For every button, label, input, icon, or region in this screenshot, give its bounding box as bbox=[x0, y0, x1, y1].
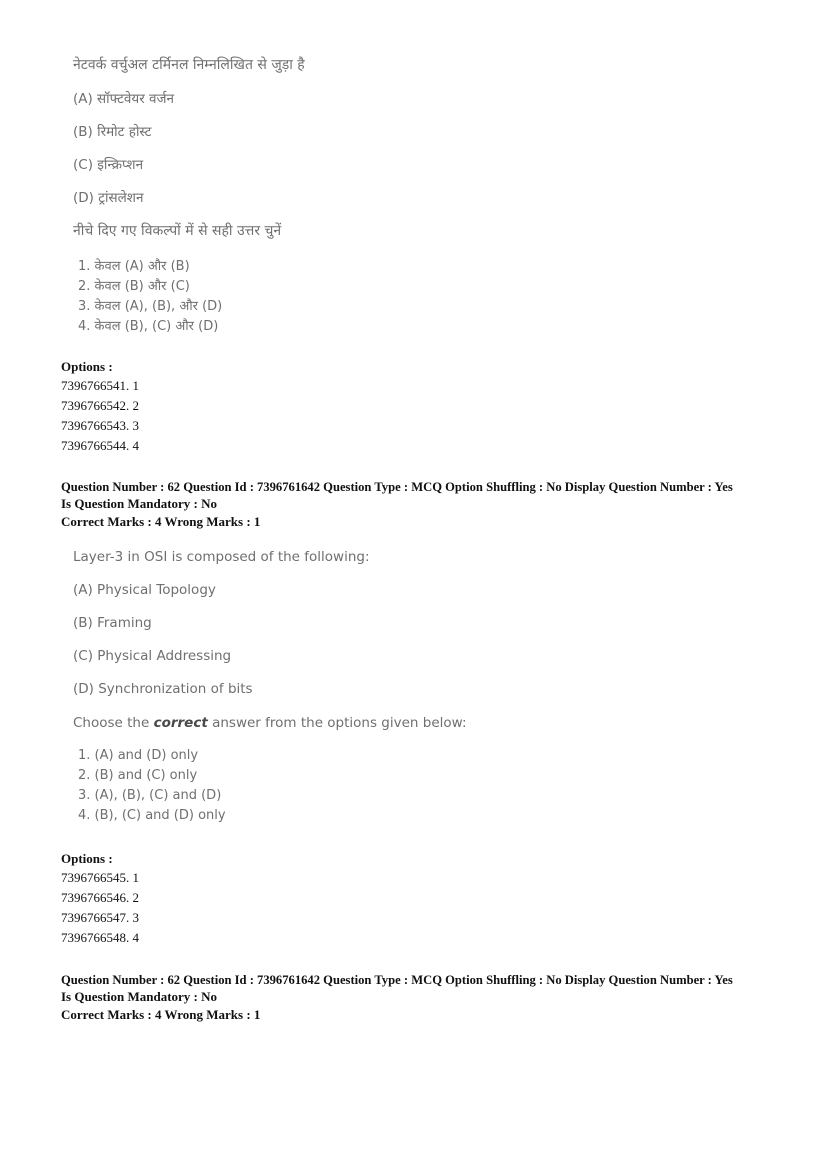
question-header: Question Number : 62 Question Id : 7396761642 Question Type : MCQ Option Shuffling : No Display Question Number : Yes bbox=[61, 973, 733, 987]
choice-1: 1. केवल (A) और (B) bbox=[78, 259, 190, 274]
option-id-3: 7396766543. 3 bbox=[61, 418, 139, 433]
instruction bbox=[73, 715, 467, 731]
option-id-2: 7396766546. 2 bbox=[61, 890, 139, 905]
options-label: Options : bbox=[61, 359, 113, 374]
choice-4: 4. (B), (C) and (D) only bbox=[78, 808, 226, 823]
option-id-4: 7396766548. 4 bbox=[61, 930, 139, 945]
choice-2: 2. केवल (B) और (C) bbox=[78, 279, 190, 294]
statement-c: (C) इन्क्रिप्शन bbox=[73, 157, 144, 173]
statement-b: (B) रिमोट होस्ट bbox=[73, 124, 152, 140]
choice-4: 4. केवल (B), (C) और (D) bbox=[78, 319, 219, 334]
instruction-pre: Choose the bbox=[73, 715, 154, 731]
question-62-image bbox=[73, 546, 493, 831]
statement-d: (D) ट्रांसलेशन bbox=[73, 190, 144, 206]
choice-1: 1. (A) and (D) only bbox=[78, 748, 199, 763]
option-id-2: 7396766542. 2 bbox=[61, 398, 139, 413]
choice-3: 3. केवल (A), (B), और (D) bbox=[78, 299, 223, 314]
option-id-1: 7396766545. 1 bbox=[61, 870, 139, 885]
instruction-emphasis: correct bbox=[153, 715, 208, 731]
question-mandatory: Is Question Mandatory : No bbox=[61, 496, 218, 511]
choice-2: 2. (B) and (C) only bbox=[78, 768, 198, 783]
option-id-1: 7396766541. 1 bbox=[61, 378, 139, 393]
statement-d: (D) Synchronization of bits bbox=[73, 681, 253, 697]
question-stem: Layer-3 in OSI is composed of the following: bbox=[73, 549, 370, 565]
statement-c: (C) Physical Addressing bbox=[73, 648, 232, 664]
question-header: Question Number : 62 Question Id : 7396761642 Question Type : MCQ Option Shuffling : No Display Question Number : Yes bbox=[61, 480, 733, 494]
statement-a: (A) सॉफ्टवेयर वर्जन bbox=[73, 91, 175, 107]
question-marks: Correct Marks : 4 Wrong Marks : 1 bbox=[61, 1007, 261, 1022]
question-mandatory: Is Question Mandatory : No bbox=[61, 989, 218, 1004]
option-id-3: 7396766547. 3 bbox=[61, 910, 139, 925]
statement-a: (A) Physical Topology bbox=[73, 582, 216, 598]
question-stem: नेटवर्क वर्चुअल टर्मिनल निम्नलिखित से जुड़ा है bbox=[73, 57, 305, 73]
instruction: नीचे दिए गए विकल्पों में से सही उत्तर चुनें bbox=[73, 223, 282, 239]
question-marks: Correct Marks : 4 Wrong Marks : 1 bbox=[61, 514, 261, 529]
option-id-4: 7396766544. 4 bbox=[61, 438, 139, 453]
statement-b: (B) Framing bbox=[73, 615, 152, 631]
instruction-post: answer from the options given below: bbox=[207, 715, 467, 731]
options-label: Options : bbox=[61, 851, 113, 866]
question-61-image bbox=[73, 52, 473, 342]
choice-3: 3. (A), (B), (C) and (D) bbox=[78, 788, 222, 803]
